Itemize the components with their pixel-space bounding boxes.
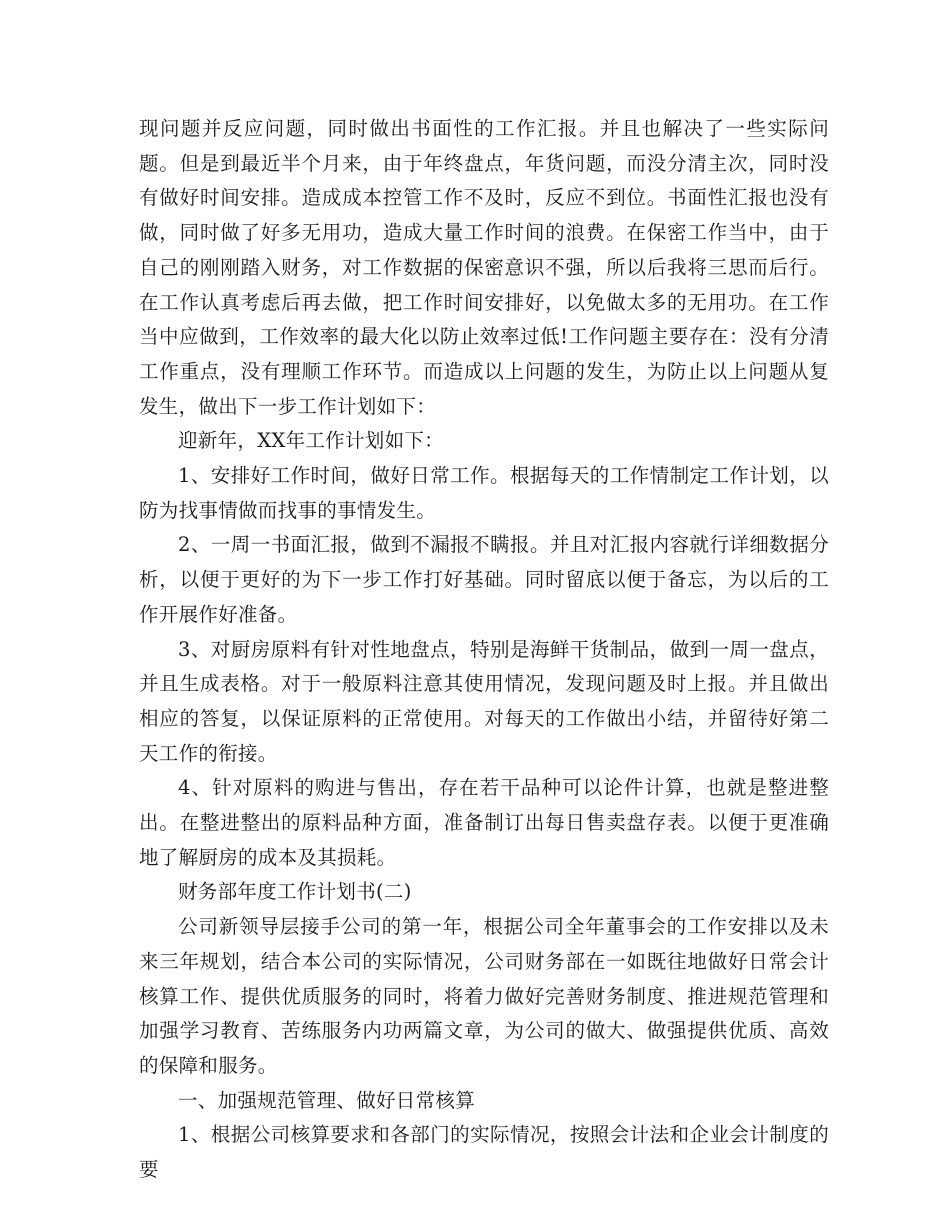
paragraph-plan-item-1: 1、安排好工作时间，做好日常工作。根据每天的工作情制定工作计划，以防为找事情做而找事的事情发生。 [139, 464, 829, 522]
section-heading-standard-management: 一、加强规范管理、做好日常核算 [178, 1088, 476, 1112]
paragraph-plan-intro: 迎新年，XX年工作计划如下： [178, 429, 444, 453]
document-body [139, 112, 829, 1188]
paragraph-plan-two-intro: 公司新领导层接手公司的第一年，根据公司全年董事会的工作安排以及未来三年规划，结合本公司的实际情况，公司财务部在一如既往地做好日常会计核算工作、提供优质服务的同时，将着力做好完善财务制度、推进规范管理和加强学习教育、苦练服务内功两篇文章，为公司的做大、做强提供优质、高效的保障和服务。 [139, 915, 829, 1077]
paragraph-plan-item-3: 3、对厨房原料有针对性地盘点，特别是海鲜干货制品，做到一周一盘点，并且生成表格。对于一般原料注意其使用情况，发现问题及时上报。并且做出相应的答复，以保证原料的正常使用。对每天的工作做出小结，并留待好第二天工作的衔接。 [139, 637, 829, 765]
section-heading-plan-two: 财务部年度工作计划书(二) [178, 880, 412, 904]
paragraph-management-item-1: 1、根据公司核算要求和各部门的实际情况，按照会计法和企业会计制度的要 [139, 1123, 829, 1182]
paragraph-continuation: 现问题并反应问题，同时做出书面性的工作汇报。并且也解决了一些实际问题。但是到最近半个月来，由于年终盘点，年货问题，而没分清主次，同时没有做好时间安排。造成成本控管工作不及时，反应不到位。书面性汇报也没有做，同时做了好多无用功，造成大量工作时间的浪费。在保密工作当中，由于自己的刚刚踏入财务，对工作数据的保密意识不强，所以后我将三思而后行。在工作认真考虑后再去做，把工作时间安排好，以免做太多的无用功。在工作当中应做到，工作效率的最大化以防止效率过低!工作问题主要存在：没有分清工作重点，没有理顺工作环节。而造成以上问题的发生，为防止以上问题从复发生，做出下一步工作计划如下： [139, 117, 829, 418]
paragraph-plan-item-4: 4、针对原料的购进与售出，存在若干品种可以论件计算，也就是整进整出。在整进整出的原料品种方面，准备制订出每日售卖盘存表。以便于更准确地了解厨房的成本及其损耗。 [139, 776, 829, 869]
paragraph-plan-item-2: 2、一周一书面汇报，做到不漏报不瞒报。并且对汇报内容就行详细数据分析，以便于更好的为下一步工作打好基础。同时留底以便于备忘，为以后的工作开展作好准备。 [139, 533, 829, 626]
